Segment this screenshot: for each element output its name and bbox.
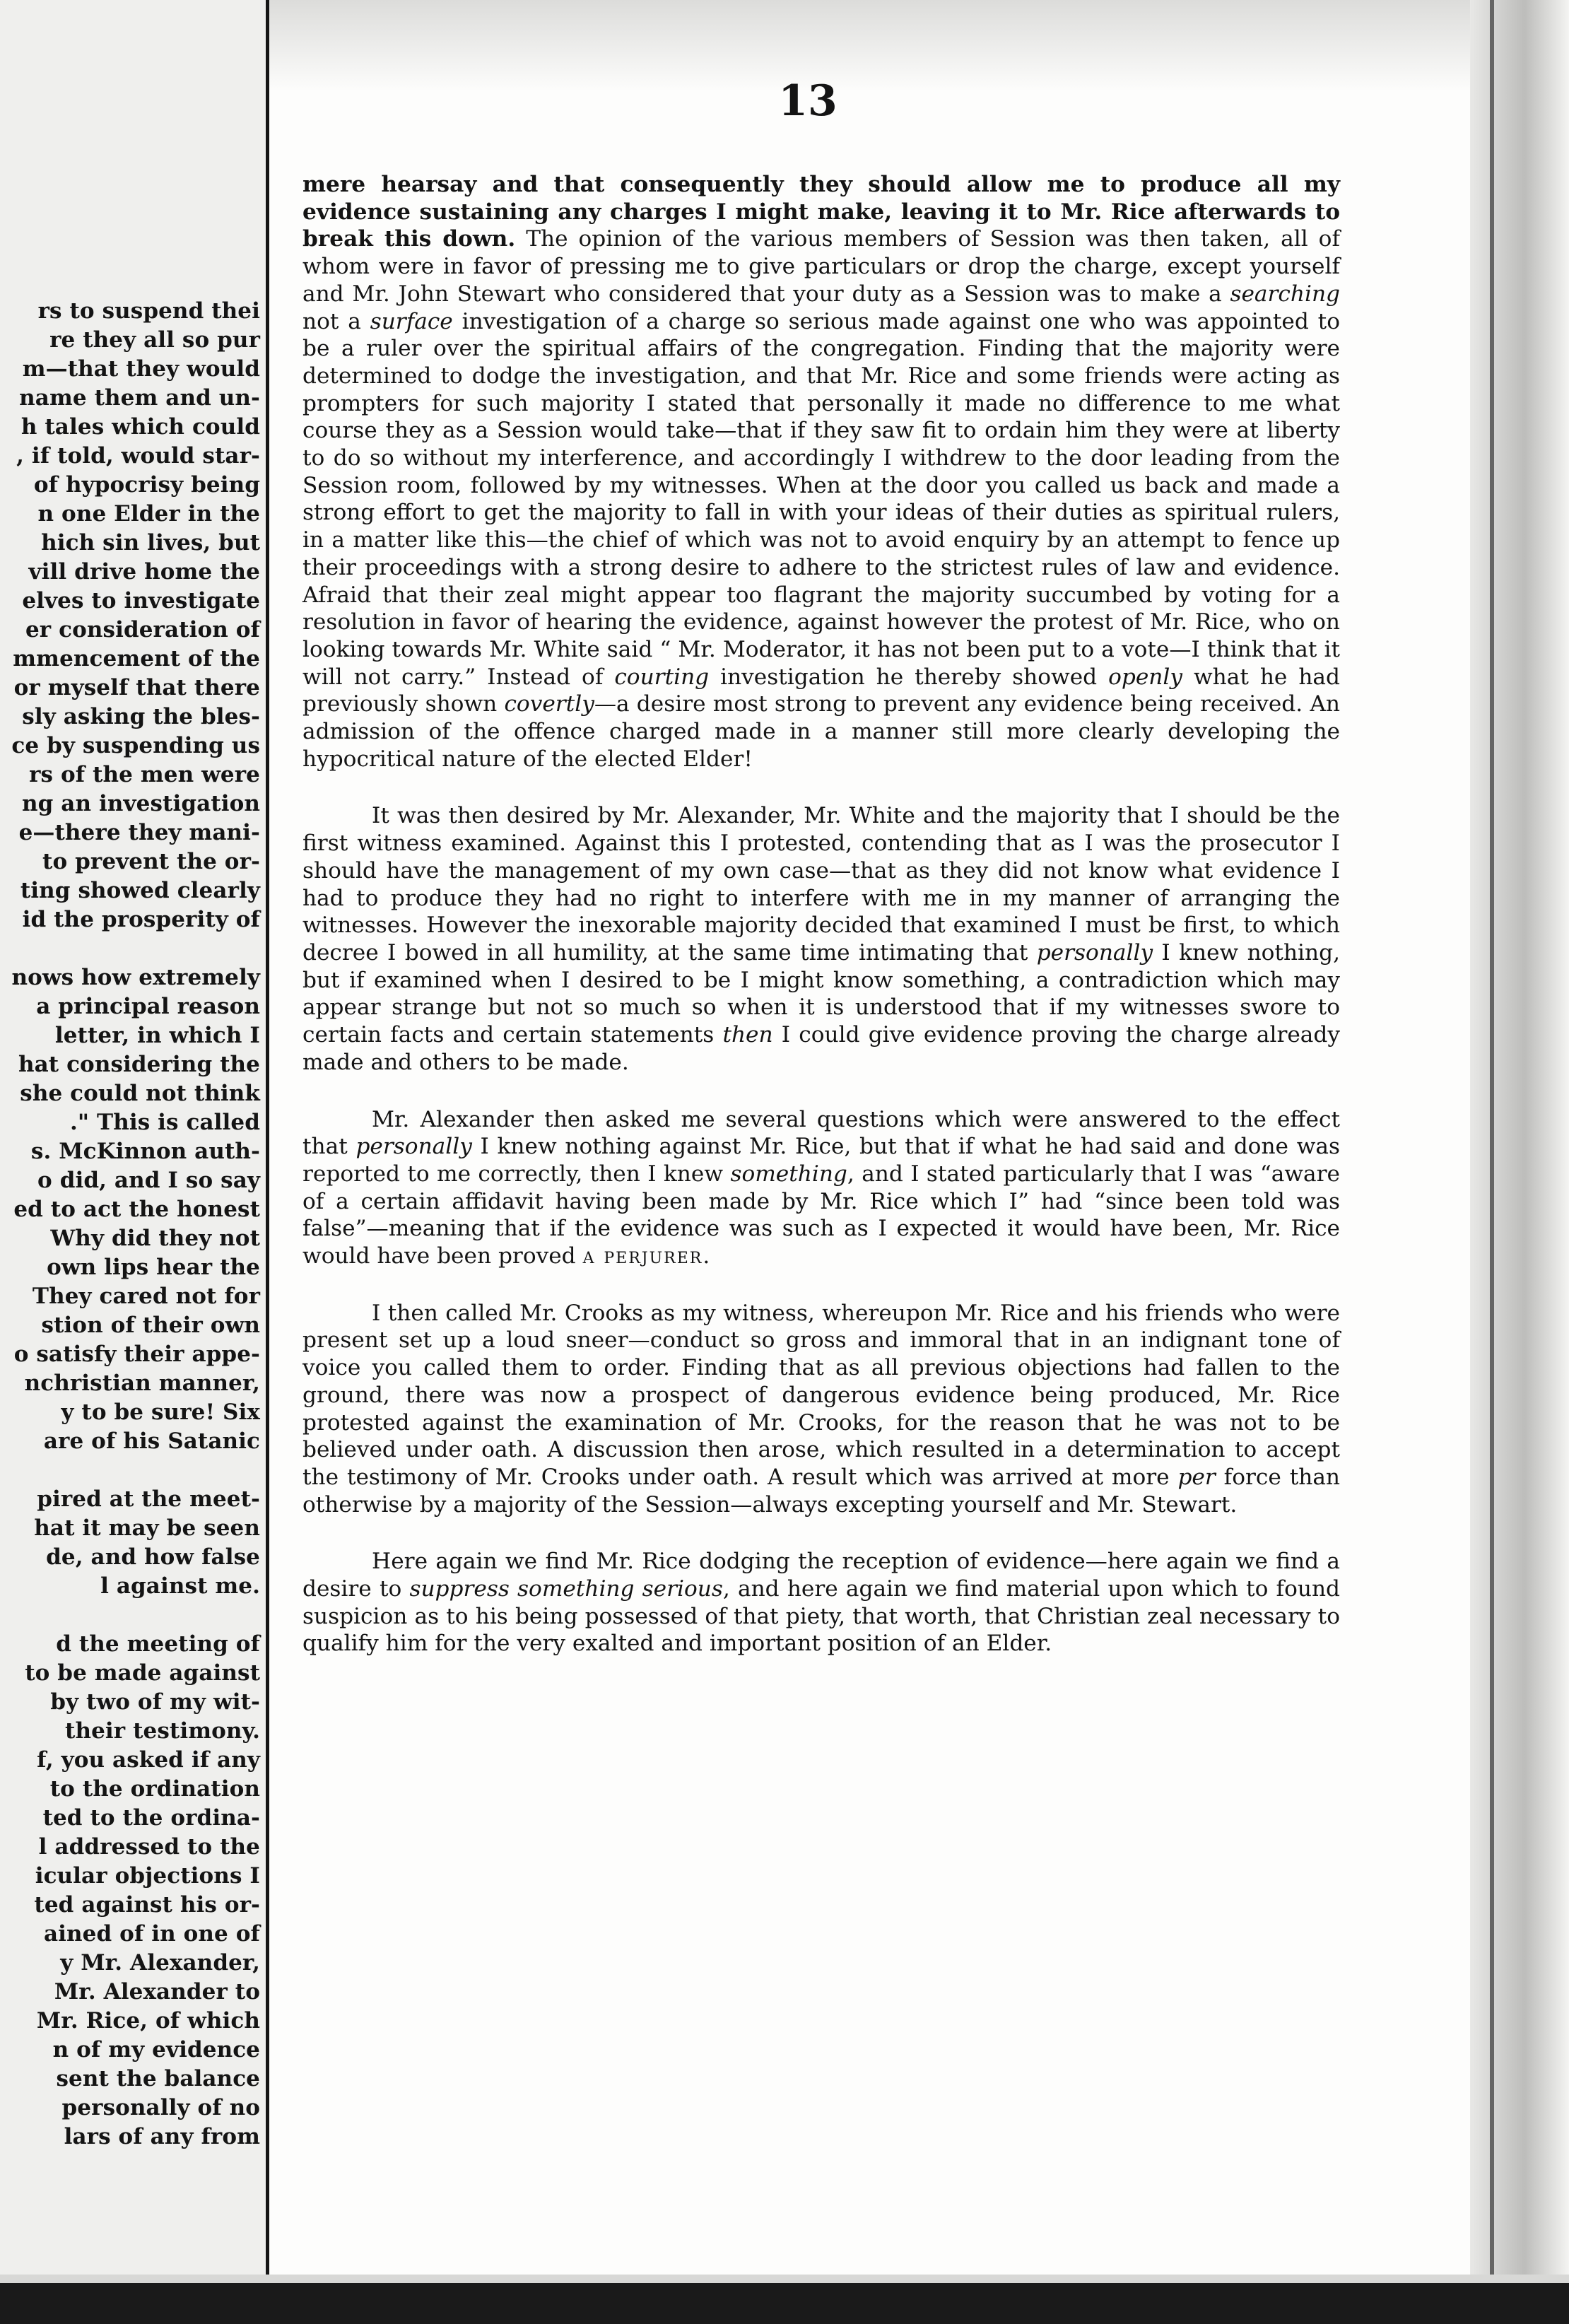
left-column-line: n one Elder in the [37,501,260,527]
text-run: I knew nothing, but if examined when I desired to be I might know something, a contradiction which may appear strange but not so much so when it is understood that if my witnesses swore to certain facts and certain statements [302,939,1340,1048]
italic-text: something [730,1161,847,1187]
left-column-line: to prevent the or- [42,849,260,874]
left-column-line: of hypocrisy being [33,472,260,498]
left-column-gap [0,1456,263,1485]
page-fold-line [1490,0,1494,2324]
italic-text: covertly [504,691,594,717]
left-column-line: h tales which could [20,414,260,440]
left-column-line: l addressed to the [38,1834,260,1860]
left-column-line: she could not think [20,1081,260,1106]
left-column-line: personally of no [61,2095,260,2120]
text-run: It was then desired by Mr. Alexander, Mr. White and the majority that I should be the first witness examined. Against this I protested, contending that as I was the prosecutor I should have the management of my own case—that as they did not know what evidence I had to produce they had no right to interfere with me in my manner of arranging the witnesses. However the inexorable majority decided that examined I must be first, to which decree I bowed in all humility, at the same time intimating that [302,803,1340,966]
left-column-line: o did, and I so say [37,1168,260,1193]
left-column-line: sly asking the bles- [22,704,260,729]
left-column-line: er consideration of [25,617,260,642]
left-column-line: o satisfy their appe- [13,1342,260,1367]
paragraph [302,1300,1340,1519]
left-column-line: pired at the meet- [37,1486,260,1512]
page-fold-shadow [1470,0,1569,2324]
left-column-line: elves to investigate [22,588,260,614]
left-column-line: letter, in which I [54,1023,260,1048]
italic-text: searching [1230,281,1340,307]
left-column-line: id the prosperity of [22,907,260,932]
left-column-line: sent the balance [56,2066,260,2091]
text-run: , and here again we find material upon which to found suspicion as to his being possessed of that piety, that worth, that Christian zeal necessary to qualify him for the very exalted and important position of an Elder. [302,1576,1341,1657]
left-column-line: or myself that there [13,675,260,700]
left-column-line: hat considering the [18,1052,260,1077]
left-column-line: hich sin lives, but [41,530,260,556]
left-column-line: Mr. Alexander to [54,1979,260,2005]
italic-text: personally [1036,939,1153,966]
italic-text: suppress something serious [409,1576,723,1602]
italic-text: per [1177,1464,1216,1490]
column-divider [266,0,269,2283]
left-column-line: ting showed clearly [20,878,260,903]
left-column-line: d the meeting of [56,1631,260,1657]
left-column-line: by two of my wit- [50,1689,260,1715]
left-column-line: e—there they mani- [18,820,260,845]
italic-text: then [722,1022,773,1048]
left-column-line: own lips hear the [47,1255,260,1280]
left-column-gap [0,934,263,963]
text-run: force than otherwise by a majority of the Session—always excepting yourself and Mr. Stewart. [302,1464,1341,1518]
text-run: I knew nothing against Mr. Rice, but that if what he had said and done was reported to me correctly, then I knew [302,1134,1340,1187]
scan-bottom-edge [0,2283,1569,2324]
left-column-line: vill drive home the [28,559,260,585]
left-column-line: name them and un- [19,385,260,411]
page-number: 13 [778,76,838,126]
left-column-line: Why did they not [50,1226,260,1251]
left-column-line: rs of the men were [29,762,260,787]
text-run: Here again we find Mr. Rice dodging the reception of evidence—here again we find a desire to [302,1549,1340,1602]
text-run: I then called Mr. Crooks as my witness, whereupon Mr. Rice and his friends who were present set up a loud sneer—conduct so gross and immoral that in an indignant tone of voice you called them to order. Finding that as all previous objections had fallen to the ground, there was now a prospect of dangerous evidence being produced, Mr. Rice protested against the examination of Mr. Crooks, for the reason that he was not to be believed under oath. A discussion then arose, which resulted in a determination to accept the testimony of Mr. Crooks under oath. A result which was arrived at more [302,1300,1340,1490]
text-run: investigation of a charge so serious made against one who was appointed to be a ruler over the spiritual affairs of the congregation. Finding that the majority were determined to dodge the investigation, and that Mr. Rice and some friends were acting as prompters for such majority I stated that personally it made no difference to me what course they as a Session would take—that if they saw fit to ordain him they were at liberty to do so without my interference, and accordingly I withdrew to the door leading from the Session room, followed by my witnesses. When at the door you called us back and made a strong effort to get the majority to fall in with your ideas of their duties as spiritual rulers, in a matter like this—the chief of which was not to avoid enquiry by an attempt to fence up their proceedings with a strong desire to adhere to the strictest rules of law and evidence. Afraid that their zeal might appear too flagrant the majority succumbed by voting for a resolution in favor of hearing the evidence, against however the protest of Mr. Rice, who on looking towards Mr. White said “ Mr. Moderator, it has not been put to a vote—I think that it will not carry.” Instead of [302,308,1340,690]
left-column-line: nchristian manner, [24,1371,260,1396]
left-column-gap [0,1601,263,1630]
left-column-line: stion of their own [41,1313,260,1338]
text-run: not a [302,308,370,334]
left-column-line: l against me. [100,1573,260,1599]
left-column-line: ted against his or- [34,1892,260,1918]
left-column-line: f, you asked if any [37,1747,260,1773]
left-column-cropped-text [0,297,263,2283]
left-column-line: s. McKinnon auth- [30,1139,260,1164]
text-run: , and I stated particularly that I was “aware of a certain affidavit having been made by Mr. Rice which I” had “since been told was false”—meaning that if the evidence was such as I expected it would have been, Mr. Rice would have been proved [302,1161,1341,1269]
text-run: —a desire most strong to prevent any evidence being received. An admission of the offence charged made in a manner still more clearly developing the hypocritical nature of the elected Elder! [302,691,1340,772]
left-column-line: ." This is called [70,1110,260,1135]
text-run: mere hearsay and that consequently they should allow me to produce all my evidence sustaining any charges I might make, leaving it to Mr. Rice afterwards to break this down. [302,172,1340,252]
italic-text: personally [355,1134,472,1160]
paragraph [302,1548,1340,1657]
left-column-line: ce by suspending us [11,733,260,758]
smallcaps-text: a perjurer. [582,1243,712,1269]
left-column-line: y Mr. Alexander, [60,1950,260,1976]
left-column-line: m—that they would [22,356,260,382]
left-column-line: , if told, would star- [16,443,260,469]
left-column-line: ed to act the honest [13,1197,260,1222]
left-column-line: de, and how false [46,1544,260,1570]
left-column-line: n of my evidence [52,2037,260,2062]
left-column-line: ained of in one of [43,1921,260,1947]
paragraph [302,171,1340,773]
italic-text: courting [614,664,710,690]
text-run: investigation he thereby showed [709,664,1109,690]
left-column-line: their testimony. [65,1718,260,1744]
left-column-line: Mr. Rice, of which [36,2008,260,2034]
left-column-line: to the ordination [49,1776,260,1802]
left-column-line: rs to suspend thei [37,298,260,324]
text-run: I could give evidence proving the charge already made and others to be made. [302,1022,1340,1075]
left-column-line: hat it may be seen [34,1515,260,1541]
left-column-line: are of his Satanic [43,1428,260,1454]
left-column-line: They cared not for [32,1284,260,1309]
left-column-line: ted to the ordina- [42,1805,260,1831]
text-run: The opinion of the various members of Session was then taken, all of whom were in favor of pressing me to give particulars or drop the charge, except yourself and Mr. John Stewart who considered that your duty as a Session was to make a [302,226,1340,307]
left-column-line: to be made against [25,1660,260,1686]
left-column-line: lars of any from [64,2124,260,2149]
italic-text: surface [370,308,453,334]
left-column-line: ng an investigation [22,791,260,816]
left-column-line: mmencement of the [13,646,260,671]
left-column-line: nows how extremely [11,965,260,990]
main-column-text [302,171,1340,1657]
paragraph [302,1106,1340,1270]
text-run: what he had previously shown [302,664,1340,717]
italic-text: openly [1108,664,1182,690]
left-column-line: icular objections I [35,1863,260,1889]
paragraph [302,802,1340,1076]
top-shading [269,0,1471,92]
left-column-line: a principal reason [36,994,260,1019]
left-column-line: y to be sure! Six [61,1399,260,1425]
text-run: Mr. Alexander then asked me several questions which were answered to the effect that [302,1106,1340,1160]
left-column-line: re they all so pur [49,327,260,353]
